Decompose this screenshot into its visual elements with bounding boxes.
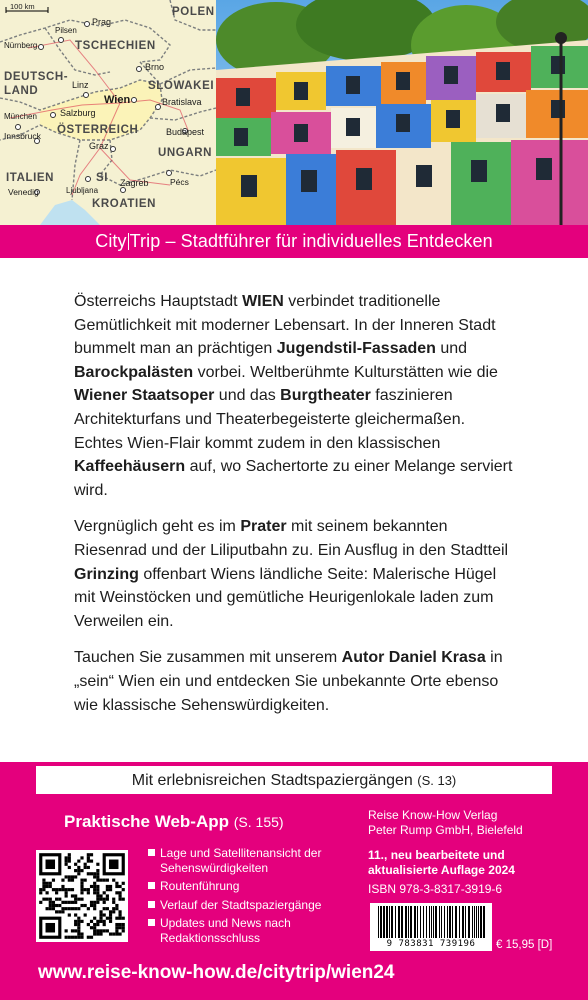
brand-divider [128, 233, 129, 250]
map-city-label: München [4, 112, 37, 121]
photo-illustration [216, 0, 588, 225]
text-run: verbindet traditionelle Gemütlichkeit mit moderner Lebensart. In der Inneren Stadt bummelt man an prächtigen [74, 293, 496, 358]
price-label: € 15,95 [D] [496, 939, 553, 951]
map-city-label: Pécs [170, 177, 189, 187]
tagline-banner [0, 225, 588, 258]
paragraph-author [74, 646, 514, 717]
paragraph-prater [74, 515, 514, 633]
city-marker [110, 146, 116, 152]
edition-info [368, 848, 568, 878]
map-city-label: Budapest [166, 127, 205, 137]
webapp-page-ref: (S. 155) [233, 814, 284, 830]
city-marker [85, 176, 91, 182]
city-marker [84, 21, 90, 27]
city-marker [38, 44, 44, 50]
website-url[interactable]: www.reise-know-how.de/citytrip/wien24 [38, 962, 395, 983]
isbn-number: ISBN 978-3-8317-3919-6 [368, 882, 503, 896]
text-run: in „sein“ Wien ein und entdecken Sie unbekannte Orte ebenso wie klassische Sehenswürdigkeiten. [74, 649, 503, 714]
bold-term: Grinzing [74, 565, 139, 583]
map-country-label: SI [96, 172, 109, 184]
edition-line: aktualisierte Auflage 2024 [368, 863, 515, 877]
feature-item [148, 916, 348, 945]
bold-term: WIEN [242, 293, 284, 310]
map-country-label: KROATIEN [92, 198, 157, 210]
text-run: faszinieren Architekturfans und Theaterbegeisterte gleichermaßen. Echtes Wien-Flair kommt zudem in den klassischen [74, 387, 466, 452]
city-marker [136, 66, 142, 72]
feature-text: Updates und News nach Redaktionsschluss [160, 916, 291, 945]
text-run: auf, wo Sachertorte zu einer Melange serviert wird. [74, 458, 513, 499]
city-marker [166, 170, 172, 176]
webapp-title: Praktische Web-App [64, 812, 230, 831]
bold-term: Wiener Staatsoper [74, 387, 215, 405]
brand-trip: Trip [129, 231, 161, 251]
text-run: und [435, 340, 468, 358]
map-country-label: UNGARN [158, 147, 213, 159]
text-run: Österreichs Hauptstadt [74, 293, 243, 310]
text-run: mit seinem bekannten Riesenrad und der Liliputbahn zu. Ein Ausflug in den Stadtteil [74, 518, 509, 559]
webapp-heading [64, 812, 284, 832]
bold-term: Burgtheater [280, 387, 371, 405]
map-country-label: ÖSTERREICH [57, 124, 139, 136]
barcode-digits: 9 783831 739196 [386, 939, 476, 949]
map-city-label: Ljubljana [66, 186, 99, 195]
tagline-text: – Stadtführer für individuelles Entdecken [160, 231, 493, 251]
feature-item [148, 898, 348, 913]
text-run: vorbei. Weltberühmte Kulturstätten wie die [193, 363, 498, 381]
barcode [370, 903, 492, 951]
publisher-line: Peter Rump GmbH, Bielefeld [368, 823, 523, 837]
map-city-label: Innsbruck [4, 131, 41, 141]
map-city-label: Zagreb [120, 178, 149, 188]
city-marker [58, 37, 64, 43]
map-city-label: Linz [72, 80, 89, 90]
map-city-label: Salzburg [60, 108, 96, 118]
map-country-label: TSCHECHIEN [75, 40, 156, 52]
feature-text: Routenführung [160, 879, 240, 894]
hundertwasserhaus-photo [216, 0, 588, 225]
publisher-info [368, 808, 568, 838]
paragraph-intro [74, 290, 514, 502]
map-city-label: Bratislava [162, 97, 202, 107]
map-scale-label: 100 km [10, 2, 35, 11]
map-city-label: Nürnberg [4, 41, 38, 50]
text-run: Tauchen Sie zusammen mit unserem [74, 649, 342, 667]
city-marker [155, 104, 161, 110]
map-country-label: ITALIEN [6, 172, 55, 184]
city-marker [15, 124, 21, 130]
text-run: Vergnüglich geht es im [74, 518, 241, 536]
bold-term: Barockpalästen [74, 363, 194, 381]
square-bullet-icon [148, 882, 155, 889]
overview-map [0, 0, 216, 225]
map-country-label: POLEN [172, 6, 215, 18]
map-country-label: SLOWAKEI [148, 80, 215, 92]
feature-item [148, 879, 348, 894]
qr-code-icon [36, 850, 128, 942]
edition-line: 11., neu bearbeitete und [368, 848, 505, 862]
text-run: offenbart Wiens ländliche Seite: Malerische Hügel mit Weinstöcken und gemütliche Heurigenlokale laden zum Verweilen ein. [74, 565, 497, 630]
walks-label: Mit erlebnisreichen Stadtspaziergängen [131, 772, 413, 789]
city-marker [83, 92, 89, 98]
feature-text: Lage und Satellitenansicht der Sehenswürdigkeiten [160, 846, 322, 875]
map-city-label: Pilsen [55, 26, 77, 35]
description-text [74, 290, 514, 730]
feature-item [148, 846, 348, 875]
walks-page-ref: (S. 13) [417, 773, 457, 788]
map-country-label: LAND [4, 85, 39, 97]
webapp-feature-list [148, 846, 348, 950]
walks-highlight-box [35, 765, 553, 795]
text-run: und das [214, 387, 281, 405]
feature-text: Verlauf der Stadtspaziergänge [160, 897, 322, 912]
map-city-label: Venedig [8, 187, 39, 197]
map-city-label: Brno [145, 62, 165, 72]
bold-term: Kaffeehäusern [74, 458, 186, 476]
map-city-label: Prag [92, 17, 112, 27]
city-marker [131, 97, 137, 103]
square-bullet-icon [148, 919, 155, 926]
bold-term: Autor Daniel Krasa [341, 649, 486, 667]
city-marker [50, 112, 56, 118]
map-city-label: Wien [104, 94, 131, 106]
square-bullet-icon [148, 901, 155, 908]
square-bullet-icon [148, 849, 155, 856]
qr-code[interactable] [36, 850, 128, 942]
map-country-label: DEUTSCH- [4, 71, 69, 83]
bold-term: Jugendstil-Fassaden [276, 340, 436, 358]
brand-city: City [95, 231, 127, 251]
bold-term: Prater [240, 518, 287, 536]
publisher-line: Reise Know-How Verlag [368, 808, 498, 822]
map-city-label: Graz [89, 141, 109, 151]
